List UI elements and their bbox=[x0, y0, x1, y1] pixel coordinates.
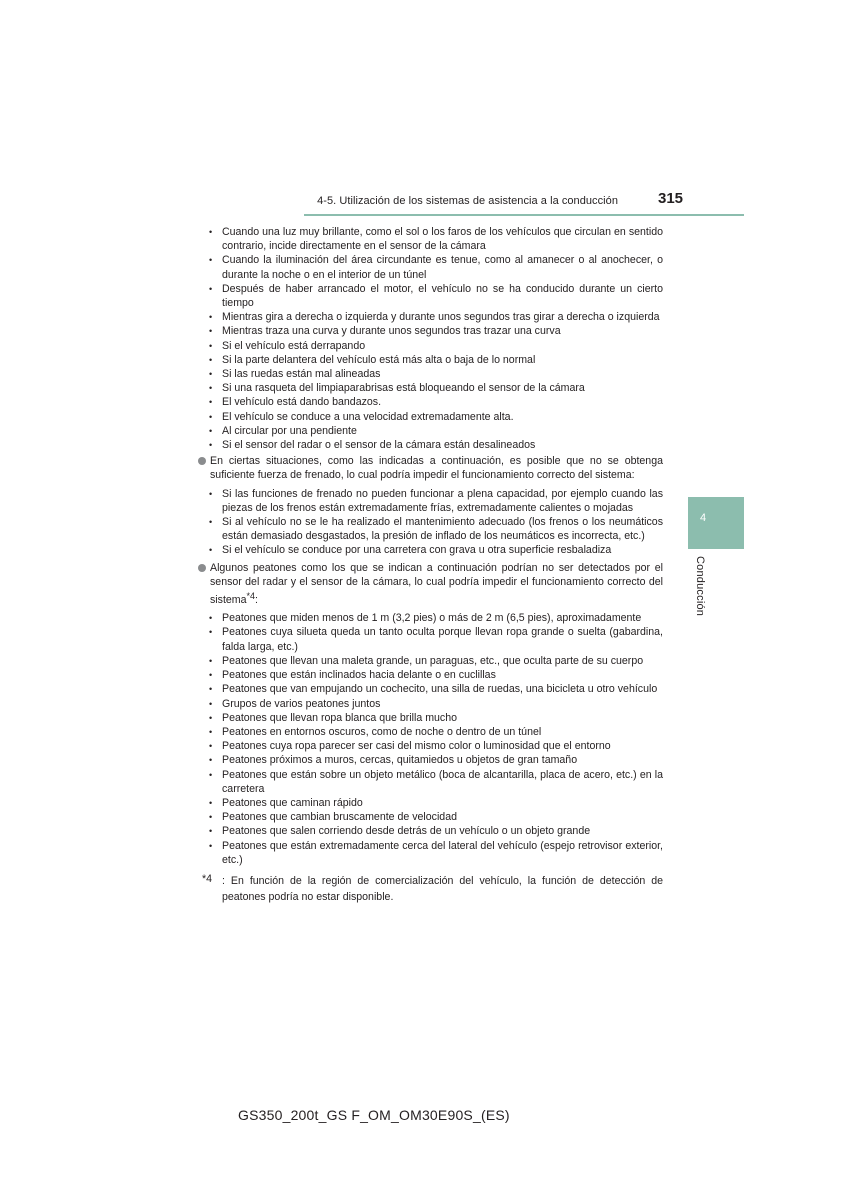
list-item bbox=[197, 515, 663, 543]
bullet-dot-icon: • bbox=[209, 411, 213, 422]
list-item-text: Mientras gira a derecha o izquierda y durante unos segundos tras girar a derecha o izquierda bbox=[222, 311, 660, 324]
list-item-text: Si el sensor del radar o el sensor de la cámara están desalineados bbox=[222, 439, 536, 452]
list-item-text: Peatones que están inclinados hacia delante o en cuclillas bbox=[222, 669, 496, 682]
list-item bbox=[197, 438, 663, 452]
list-item-text: Si el vehículo está derrapando bbox=[222, 339, 366, 352]
list-item bbox=[197, 339, 663, 353]
list-item bbox=[197, 543, 663, 557]
pedestrian-paragraph bbox=[197, 561, 663, 608]
bullet-dot-icon: • bbox=[209, 227, 213, 237]
bullet-dot-icon: • bbox=[209, 383, 213, 394]
bullet-dot-icon: • bbox=[209, 425, 213, 436]
list-item-text: Si una rasqueta del limpiaparabrisas está bloqueando el sensor de la cámara bbox=[222, 382, 585, 395]
list-item-text: El vehículo está dando bandazos. bbox=[222, 396, 382, 409]
braking-force-paragraph bbox=[197, 454, 663, 482]
bullet-dot-icon: • bbox=[209, 698, 213, 709]
bullet-dot-icon: • bbox=[209, 755, 213, 766]
list-item-text: Peatones cuya ropa parecer ser casi del mismo color o luminosidad que el entorno bbox=[222, 740, 611, 753]
bullet-dot-icon: • bbox=[209, 726, 213, 737]
footnote-reference: *4 bbox=[246, 591, 256, 602]
list-item bbox=[197, 768, 663, 796]
list-item bbox=[197, 487, 663, 515]
list-item-text: Cuando la iluminación del área circundante es tenue, como al amanecer o al anochecer, o durante la noche o en el interior de un túnel bbox=[222, 254, 663, 281]
bullet-dot-icon: • bbox=[209, 684, 213, 695]
bullet-dot-icon: • bbox=[209, 670, 213, 681]
list-item bbox=[197, 753, 663, 767]
list-item-text: Peatones que van empujando un cochecito, una silla de ruedas, una bicicleta u otro vehículo bbox=[222, 683, 658, 696]
bullet-dot-icon: • bbox=[209, 812, 213, 823]
pedestrian-list bbox=[197, 611, 663, 867]
bullet-dot-icon: • bbox=[209, 312, 213, 323]
main-content bbox=[197, 225, 663, 905]
list-item bbox=[197, 725, 663, 739]
page-header bbox=[0, 188, 848, 218]
list-item-text: Si el vehículo se conduce por una carretera con grava u otra superficie resbaladiza bbox=[222, 544, 612, 557]
section-title: 4-5. Utilización de los sistemas de asistencia a la conducción bbox=[317, 195, 618, 207]
list-item-text: El vehículo se conduce a una velocidad extremadamente alta. bbox=[222, 410, 514, 423]
bullet-dot-icon: • bbox=[209, 627, 213, 638]
page-number: 315 bbox=[658, 190, 684, 207]
list-item-text: Si las ruedas están mal alineadas bbox=[222, 368, 381, 381]
list-item bbox=[197, 367, 663, 381]
list-item bbox=[197, 381, 663, 395]
list-item bbox=[197, 395, 663, 409]
list-item-text: Si al vehículo no se le ha realizado el mantenimiento adecuado (los frenos o los neumáticos están demasiado desgastados, la presión de inflado de los neumáticos es incorrecta, etc.) bbox=[222, 516, 663, 543]
bullet-dot-icon: • bbox=[209, 545, 213, 556]
list-item-text: Peatones que salen corriendo desde detrás de un vehículo o un objeto grande bbox=[222, 825, 591, 838]
list-item bbox=[197, 225, 663, 253]
bullet-dot-icon: • bbox=[209, 741, 213, 752]
list-item bbox=[197, 839, 663, 867]
bullet-dot-icon: • bbox=[209, 440, 213, 451]
list-item-text: Peatones que están sobre un objeto metálico (boca de alcantarilla, placa de acero, etc.) en la carretera bbox=[222, 768, 663, 795]
list-item-text: Peatones que cambian bruscamente de velocidad bbox=[222, 811, 457, 824]
conditions-list bbox=[197, 225, 663, 452]
bullet-dot-icon: • bbox=[209, 283, 213, 294]
bullet-circle-icon bbox=[198, 564, 206, 572]
chapter-tab bbox=[688, 497, 744, 549]
list-item bbox=[197, 796, 663, 810]
bullet-dot-icon: • bbox=[209, 369, 213, 380]
list-item-text: Si las funciones de frenado no pueden funcionar a plena capacidad, por ejemplo cuando las piezas de los frenos están extremadamente frías, extremadamente calientes o mojadas bbox=[222, 487, 663, 514]
header-divider bbox=[304, 214, 744, 216]
list-item bbox=[197, 310, 663, 324]
bullet-dot-icon: • bbox=[209, 517, 213, 528]
chapter-number: 4 bbox=[699, 512, 707, 524]
bullet-dot-icon: • bbox=[209, 613, 213, 624]
list-item bbox=[197, 353, 663, 367]
list-item bbox=[197, 682, 663, 696]
braking-conditions-list bbox=[197, 487, 663, 558]
bullet-dot-icon: • bbox=[209, 340, 213, 351]
bullet-dot-icon: • bbox=[209, 655, 213, 666]
list-item-text: Al circular por una pendiente bbox=[222, 424, 357, 437]
list-item bbox=[197, 824, 663, 838]
footnote-text: : En función de la región de comercialización del vehículo, la función de detección de peatones podría no estar disponible. bbox=[222, 874, 663, 903]
list-item-text: Peatones cuya silueta queda un tanto oculta porque llevan ropa grande o suelta (gabardina, falda larga, etc.) bbox=[222, 626, 663, 653]
footnote bbox=[197, 873, 663, 905]
bullet-dot-icon: • bbox=[209, 769, 213, 780]
list-item bbox=[197, 697, 663, 711]
bullet-dot-icon: • bbox=[209, 826, 213, 837]
pedestrian-text-suffix: : bbox=[255, 594, 258, 607]
bullet-dot-icon: • bbox=[209, 797, 213, 808]
bullet-dot-icon: • bbox=[209, 712, 213, 723]
list-item-text: Peatones próximos a muros, cercas, quitamiedos u objetos de gran tamaño bbox=[222, 754, 578, 767]
list-item bbox=[197, 625, 663, 653]
list-item-text: Mientras traza una curva y durante unos segundos tras trazar una curva bbox=[222, 325, 561, 338]
list-item-text: Si la parte delantera del vehículo está más alta o baja de lo normal bbox=[222, 353, 536, 366]
list-item bbox=[197, 711, 663, 725]
footnote-mark: *4 bbox=[202, 872, 213, 885]
list-item bbox=[197, 668, 663, 682]
list-item-text: Cuando una luz muy brillante, como el sol o los faros de los vehículos que circulan en sentido contrario, incide directamente en el sensor de la cámara bbox=[222, 226, 663, 253]
list-item bbox=[197, 324, 663, 338]
pedestrian-text: Algunos peatones como los que se indican a continuación podrían no ser detectados por el sensor del radar y el sensor de la cámara, lo cual podría impedir el funcionamiento correcto del sistema bbox=[210, 561, 663, 607]
list-item-text: Peatones que llevan ropa blanca que brilla mucho bbox=[222, 711, 457, 724]
bullet-dot-icon: • bbox=[209, 397, 213, 408]
list-item bbox=[197, 410, 663, 424]
list-item-text: Peatones que caminan rápido bbox=[222, 796, 363, 809]
list-item bbox=[197, 611, 663, 625]
list-item bbox=[197, 424, 663, 438]
bullet-circle-icon bbox=[198, 457, 206, 465]
list-item-text: Grupos de varios peatones juntos bbox=[222, 697, 381, 710]
bullet-dot-icon: • bbox=[209, 326, 213, 337]
list-item-text: Peatones en entornos oscuros, como de noche o dentro de un túnel bbox=[222, 725, 542, 738]
bullet-dot-icon: • bbox=[209, 840, 213, 851]
document-code: GS350_200t_GS F_OM_OM30E90S_(ES) bbox=[238, 1107, 510, 1123]
braking-force-text: En ciertas situaciones, como las indicadas a continuación, es posible que no se obtenga suficiente fuerza de frenado, lo cual podría impedir el funcionamiento correcto del sistema: bbox=[210, 455, 663, 482]
chapter-label: Conducción bbox=[694, 556, 706, 617]
list-item-text: Peatones que llevan una maleta grande, un paraguas, etc., que oculta parte de su cuerpo bbox=[222, 654, 644, 667]
bullet-dot-icon: • bbox=[209, 488, 213, 499]
list-item-text: Peatones que miden menos de 1 m (3,2 pies) o más de 2 m (6,5 pies), aproximadamente bbox=[222, 612, 642, 625]
bullet-dot-icon: • bbox=[209, 354, 213, 365]
list-item-text: Peatones que están extremadamente cerca del lateral del vehículo (espejo retrovisor exterior, etc.) bbox=[222, 839, 663, 866]
list-item bbox=[197, 810, 663, 824]
list-item bbox=[197, 253, 663, 281]
bullet-dot-icon: • bbox=[209, 255, 213, 266]
list-item bbox=[197, 654, 663, 668]
list-item bbox=[197, 282, 663, 310]
list-item bbox=[197, 739, 663, 753]
list-item-text: Después de haber arrancado el motor, el vehículo no se ha conducido durante un cierto tiempo bbox=[222, 282, 663, 310]
